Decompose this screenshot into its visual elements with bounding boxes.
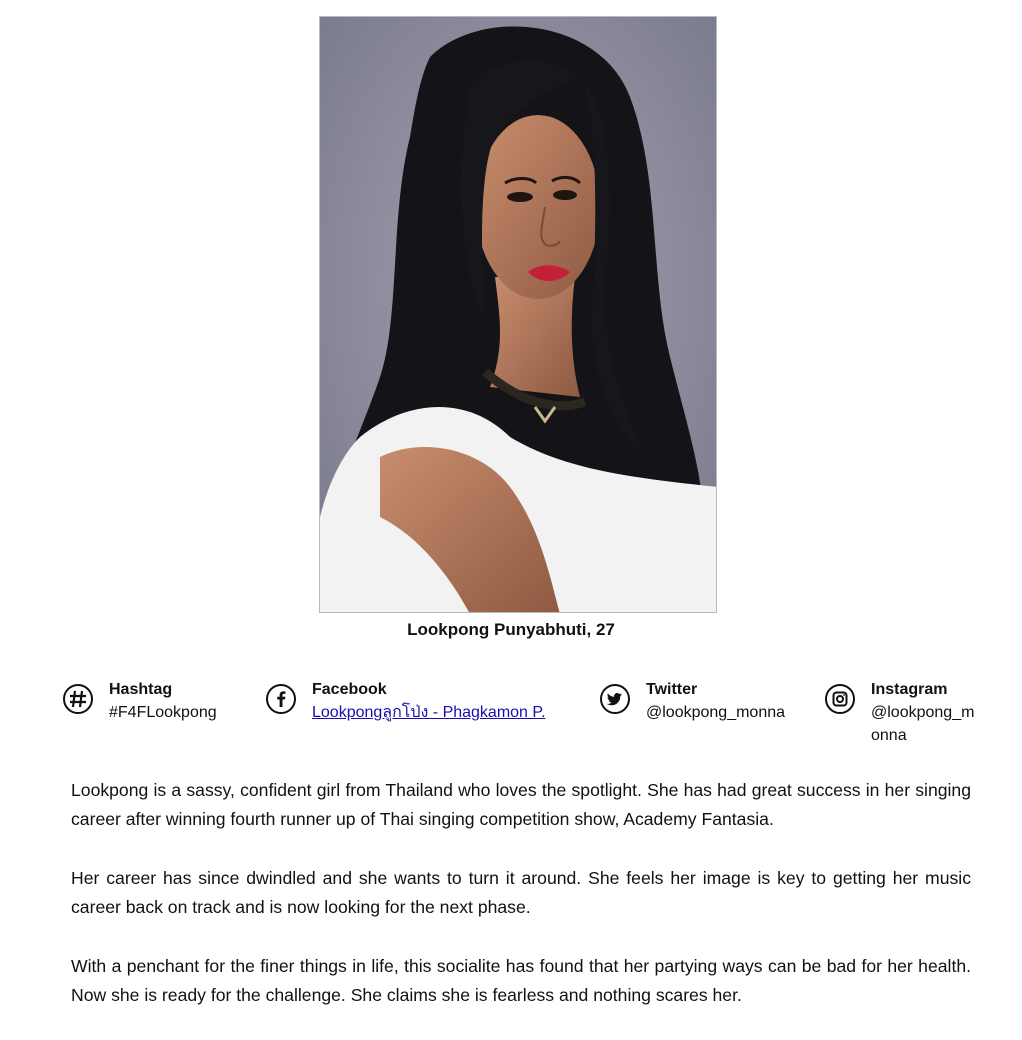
- description-paragraph: With a penchant for the finer things in life, this socialite has found that her partying ways can be bad for her health. Now she is ready for the challenge. She claims she is fearless and nothing scares her.: [71, 956, 971, 1005]
- description-paragraph: Her career has since dwindled and she wants to turn it around. She feels her image is key to getting her music career back on track and is now looking for the next phase.: [71, 868, 971, 917]
- description-paragraph: Lookpong is a sassy, confident girl from Thailand who loves the spotlight. She has had great success in her singing career after winning fourth runner up of Thai singing competition show, Academy Fantasia.: [71, 780, 971, 829]
- portrait-caption: Lookpong Punyabhuti, 27: [407, 620, 615, 639]
- twitter-handle: @lookpong_monna: [646, 704, 786, 721]
- social-twitter: [600, 678, 796, 724]
- hashtag-label: Hashtag: [109, 681, 173, 698]
- portrait-photo: [319, 16, 717, 613]
- social-facebook: [266, 678, 545, 724]
- hashtag-value: #F4FLookpong: [109, 704, 217, 721]
- social-instagram: [825, 678, 979, 747]
- facebook-icon: [266, 684, 296, 714]
- instagram-icon: [825, 684, 855, 714]
- facebook-link[interactable]: Lookpongลูกโป่ง - Phagkamon P.: [312, 704, 546, 721]
- instagram-handle: @lookpong_monna: [871, 704, 975, 744]
- hashtag-icon: [63, 684, 93, 714]
- social-hashtag: [63, 678, 217, 724]
- twitter-label: Twitter: [646, 681, 698, 698]
- instagram-label: Instagram: [871, 681, 948, 698]
- twitter-icon: [600, 684, 630, 714]
- profile-description: [71, 776, 971, 1040]
- facebook-label: Facebook: [312, 681, 387, 698]
- portrait-illustration: [320, 17, 717, 613]
